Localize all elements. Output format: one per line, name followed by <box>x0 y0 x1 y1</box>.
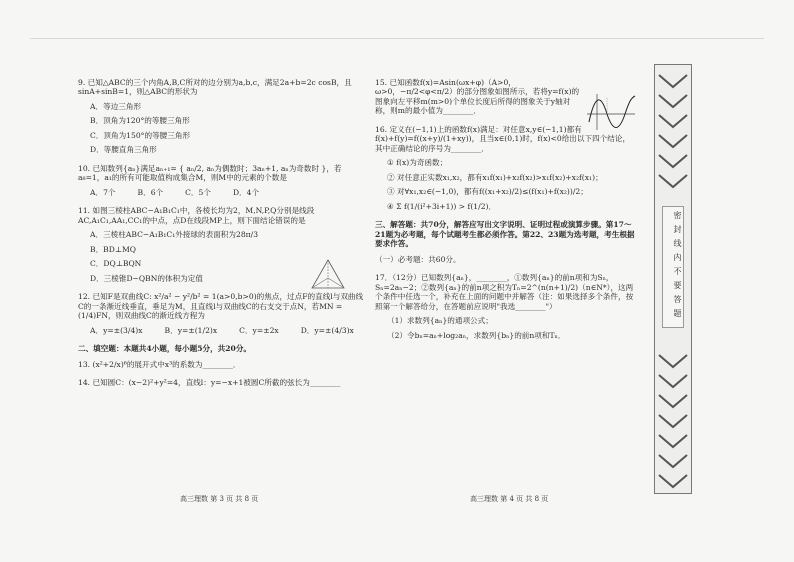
option-a: A．等边三角形 <box>90 101 142 111</box>
option-c: C．顶角为150°的等腰三角形 <box>90 130 191 140</box>
option-d: D．等腰直角三角形 <box>90 145 157 155</box>
question-17-part-1: （1）求数列{aₙ}的通项公式； <box>387 316 493 326</box>
question-9 <box>78 78 366 155</box>
option-b: B．BD⊥MQ <box>90 244 136 254</box>
option-c: C．DQ⊥BQN <box>90 259 142 269</box>
question-11-stem: 11. 如图三棱柱ABC−A₁B₁C₁中，各棱长均为2，M,N,P,Q分别是线段AC,A₁C₁,AA₁,CC₁的中点，点D在线段MP上，则下面结论错误的是 <box>78 206 315 225</box>
left-page <box>78 78 366 397</box>
question-17-stem: 17．（12分）已知数列{aₙ}，________，①数列{aₙ}的前n项和为Sₙ，Sₙ=2aₙ−2；②数列{aₙ}的前n项之积为Tₙ=2^(n(n+1)/2)（n∈N*），这两个条件中任选一个，补充在上面的问题中并解答（注：如果选择多个条件，按照第一个解答给分，在答题前应说明"我选________"） <box>375 273 634 311</box>
question-15: 15. 已知函数f(x)=Asin(ωx+φ)（A>0，ω>0，−π/2<φ<π/2）的部分图象如图所示，若将y=f(x)的图象向左平移m(m>0)个单位长度后所得的图象关于y轴对称，则m的最小值为________． <box>375 78 580 116</box>
question-12 <box>78 292 366 335</box>
question-16-stem: 16. 定义在(−1,1)上的函数f(x)满足：对任意x,y∈(−1,1)都有f(x)+f(y)=f((x+y)/(1+xy))，且当x∈(0,1)时，f(x)<0给出以下四个结论，其中正确结论的序号为________． <box>375 124 631 153</box>
prism-figure <box>308 258 348 294</box>
option-d: D．y=±(4/3)x <box>300 325 354 335</box>
option-a: A．7个 <box>90 187 116 197</box>
option-b: B．顶角为120°的等腰三角形 <box>90 116 190 126</box>
statement-1: ① f(x)为奇函数； <box>387 158 448 168</box>
statement-4: ④ Σ f(1/(i²+3i+1)) > f(1/2)． <box>387 201 497 211</box>
question-10-options <box>90 188 366 197</box>
question-16 <box>375 125 637 211</box>
scan-edge-line <box>30 38 764 39</box>
option-d: D．三棱锥D−QBN的体积为定值 <box>90 273 203 283</box>
question-17-part-2: （2）令bₙ=aₙ+log₂aₙ，求数列{bₙ}的前n项和Tₙ． <box>387 330 566 340</box>
right-page-footer: 高三理数 第 4 页 共 8 页 <box>470 495 549 503</box>
option-d: D．4个 <box>232 187 260 197</box>
question-12-stem: 12. 已知F是双曲线C: x²/a² − y²/b² = 1(a>0,b>0)的焦点，过点F的直线l与双曲线C的一条渐近线垂直，垂足为M，且直线l与双曲线C的右支交于点N，若MN = (1/4)FN，则双曲线C的渐近线方程为 <box>78 292 364 321</box>
seal-line-label: 密封线内不要答题 <box>662 206 684 328</box>
question-12-options <box>90 326 366 335</box>
option-c: C．y=±2x <box>239 325 279 335</box>
question-14: 14. 已知圆C：(x−2)²+y²=4，直线l：y=−x+1被圆C所截的弦长为________ <box>78 378 341 388</box>
statement-2: ② 对任意正实数x₁,x₂，都有x₁f(x₁)+x₂f(x₂)>x₁f(x₂)+x₂f(x₁)； <box>387 172 603 182</box>
question-13: 13. (x²+2/x)⁶的展开式中x³的系数为________． <box>78 359 241 369</box>
option-c: C．5个 <box>185 187 211 197</box>
question-10 <box>78 164 366 197</box>
question-17 <box>375 273 637 340</box>
section-subheading-required: （一）必考题：共60分。 <box>375 254 461 264</box>
question-9-stem: 9. 已知△ABC的三个内角A,B,C所对的边分别为a,b,c，满足2a+b=2c cosB，且sinA+sinB=1，则△ABC的形状为 <box>78 78 352 97</box>
left-page-footer: 高三理数 第 3 页 共 8 页 <box>180 495 259 503</box>
section-heading-fill-in: 二、填空题：本题共4小题，每小题5分，共20分。 <box>78 344 252 354</box>
sine-graph-figure <box>585 92 637 132</box>
option-a: A．三棱柱ABC−A₁B₁C₁外接球的表面积为28π/3 <box>90 230 259 240</box>
option-a: A．y=±(3/4)x <box>90 325 143 335</box>
section-heading-solutions: 三、解答题：共70分，解答应写出文字说明、证明过程或演算步骤。第17～21题为必考题，每个试题考生都必须作答。第22、23题为选考题，考生根据要求作答。 <box>375 220 635 249</box>
option-b: B．y=±(1/2)x <box>164 325 218 335</box>
statement-3: ③ 对∀x₁,x₂∈(−1,0)，都有f((x₁+x₂)/2)≤(f(x₁)+f(x₂))/2； <box>387 187 588 197</box>
question-10-stem: 10. 已知数列{aₙ}满足aₙ₊₁= { aₙ/2, aₙ为偶数时；3aₙ+1, aₙ为奇数时 }，若a₈=1，a₁的所有可能取值构成集合M，则M中的元素的个数是 <box>78 163 342 183</box>
option-b: B．6个 <box>137 187 164 197</box>
